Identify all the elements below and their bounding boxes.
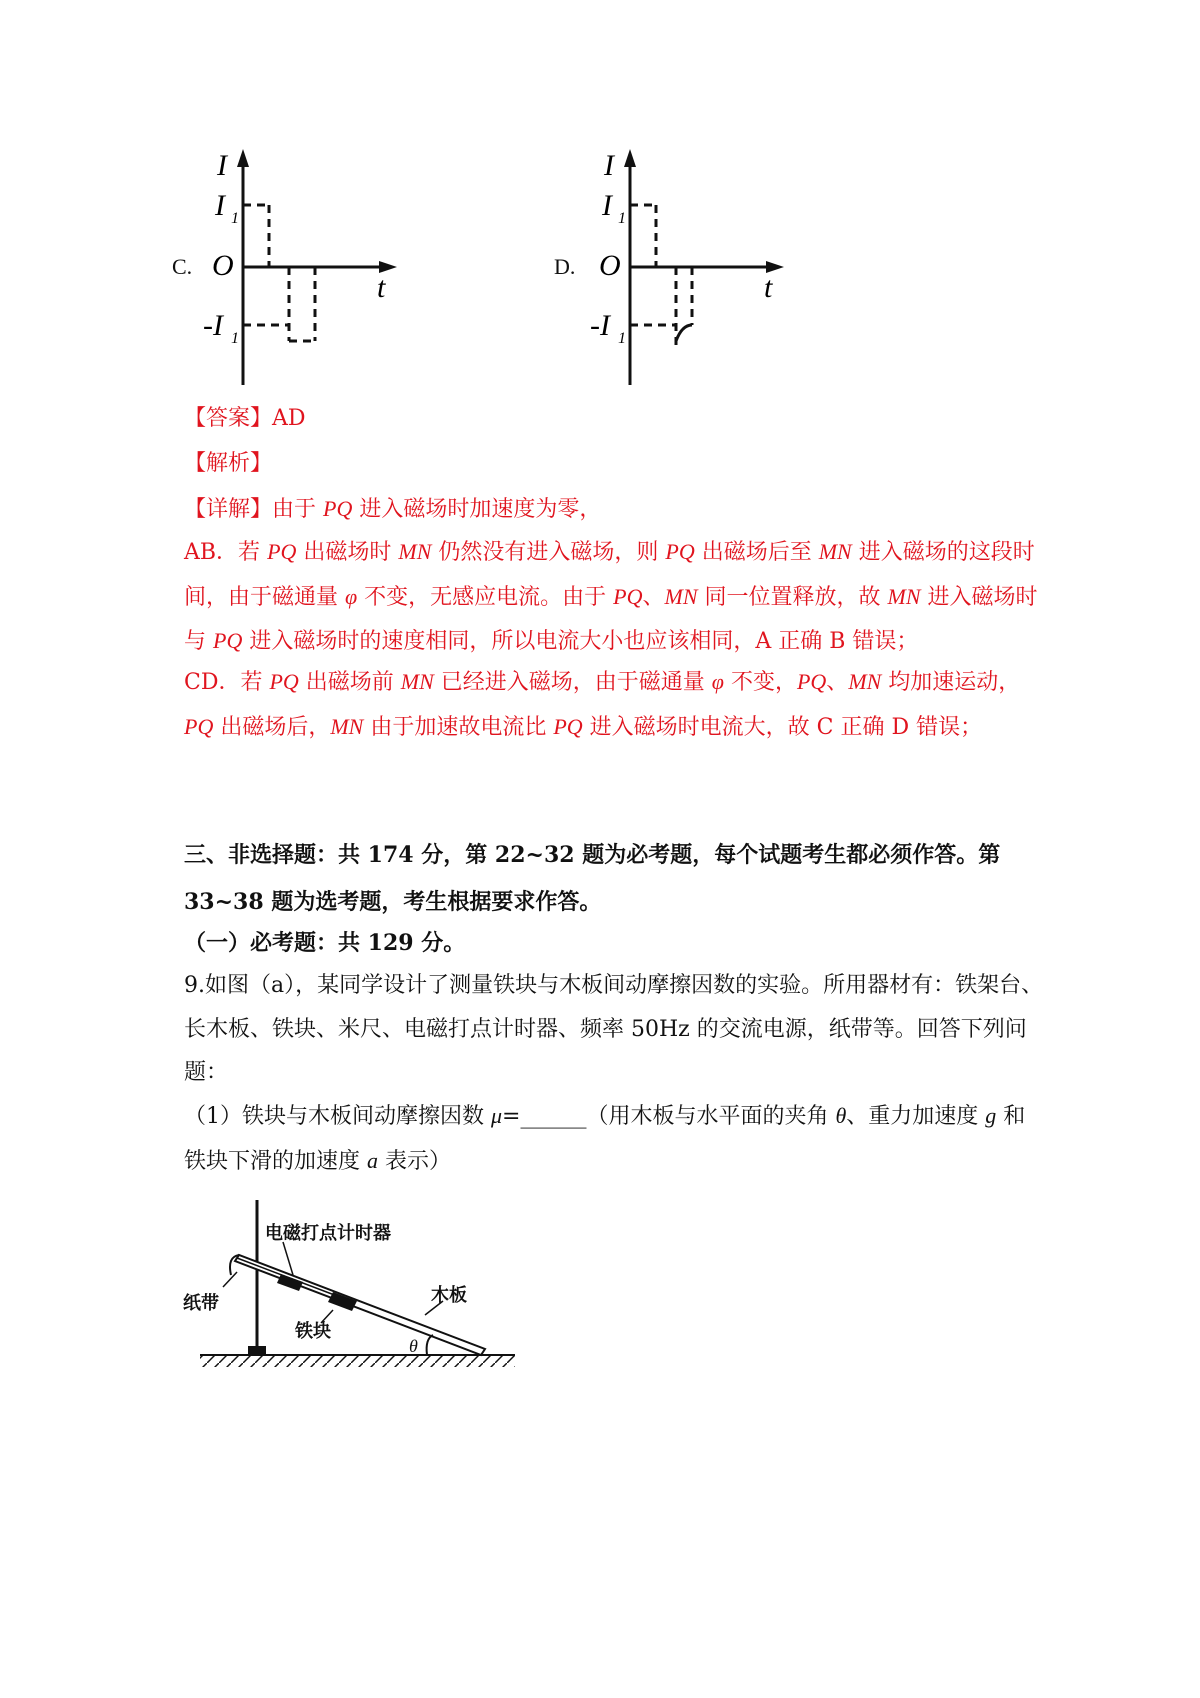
answer-line	[184, 404, 306, 434]
answer-value: AD	[272, 406, 306, 431]
graph-d-i1-label: I	[602, 189, 612, 222]
mn-symbol: MN	[400, 669, 434, 694]
graph-c-origin-label: O	[212, 249, 234, 282]
ab-text: 同一位置释放，故	[697, 584, 888, 610]
graph-c	[195, 145, 415, 390]
pq-symbol: PQ	[665, 539, 695, 564]
pq-symbol: PQ	[323, 496, 353, 521]
option-d-label: D.	[554, 254, 576, 279]
apparatus-figure	[183, 1195, 535, 1385]
graph-c-neg-i1-sub: 1	[231, 330, 239, 347]
detail-tag: 【详解】	[184, 497, 273, 522]
part1-text: （1）铁块与木板间动摩擦因数	[184, 1104, 491, 1129]
analysis-ab-paragraph	[184, 530, 1044, 664]
section-sub-heading: （一）必考题：共 129 分。	[184, 930, 466, 956]
mn-symbol: MN	[664, 583, 698, 609]
ab-text: 仍然没有进入磁场，则	[431, 540, 666, 565]
pq-symbol: PQ	[267, 539, 297, 564]
ab-text: 进入磁场时与	[184, 584, 1038, 654]
graph-c-i-arrow	[237, 149, 249, 167]
angle-arc	[427, 1335, 433, 1355]
graph-c-t-label: t	[377, 271, 386, 304]
ab-text: 出磁场后至	[694, 540, 819, 565]
analysis-tag: 【解析】	[184, 451, 273, 476]
phi-symbol: φ	[711, 669, 724, 694]
section-heading: 三、非选择题：共 174 分，第 22~32 题为必考题，每个试题考生都必须作答。第 33~38 题为选考题，考生根据要求作答。	[184, 842, 1001, 915]
graph-c-neg-i1-label: -I	[203, 309, 223, 342]
pq-symbol: PQ	[269, 669, 299, 694]
question-stem: 9.如图（a），某同学设计了测量铁块与木板间动摩擦因数的实验。所用器材有：铁架台、长木板、铁块、米尺、电磁打点计时器、频率 50Hz 的交流电源，纸带等。回答下列问题：	[184, 973, 1044, 1085]
part1-text: 和铁块下滑的加速度	[184, 1104, 1026, 1174]
mn-symbol: MN	[848, 669, 882, 694]
mu-symbol: μ	[491, 1103, 503, 1128]
block-label: 铁块	[295, 1321, 331, 1342]
ab-text: 进入磁场时的速度相同，所以电流大小也应该相同，A 正确 B 错误；	[242, 629, 919, 654]
part1-text: 表示）	[378, 1148, 451, 1174]
pq-symbol: PQ	[613, 583, 643, 609]
cd-text: 进入磁场时电流大，故 C 正确 D 错误；	[582, 714, 983, 740]
graph-d-i-label: I	[604, 149, 614, 182]
ab-text: 出磁场时	[296, 540, 399, 565]
pq-symbol: PQ	[184, 713, 214, 739]
theta-symbol: θ	[835, 1103, 847, 1128]
angle-label: θ	[409, 1336, 418, 1356]
answer-tag: 【答案】	[184, 406, 273, 431]
ab-text: 不变，无感应电流。由于	[357, 584, 614, 610]
graph-d-origin-label: O	[599, 249, 621, 282]
graph-d-t-label: t	[764, 271, 773, 304]
mn-symbol: MN	[398, 539, 432, 564]
mn-symbol: MN	[818, 539, 852, 564]
pq-symbol: PQ	[796, 669, 827, 694]
graph-c-i1-sub: 1	[231, 210, 239, 227]
mn-symbol: MN	[887, 583, 921, 609]
ab-text: 、	[642, 584, 665, 610]
cd-text: 已经进入磁场，由于磁通量	[433, 670, 712, 695]
question-part1	[184, 1094, 1044, 1183]
part1-text: 、重力加速度	[846, 1104, 986, 1129]
ab-text: 进入磁场的这段时间，由于磁通量	[184, 540, 1035, 610]
graph-c-i1-label: I	[215, 189, 225, 222]
g-symbol: g	[985, 1103, 997, 1128]
cd-text: CD．若	[184, 670, 270, 695]
analysis-cd-paragraph	[184, 660, 1044, 749]
phi-symbol: φ	[345, 583, 358, 609]
mn-symbol: MN	[330, 713, 364, 739]
cd-text: 出磁场前	[298, 670, 401, 695]
timer-leader	[283, 1242, 293, 1275]
graph-d-i1-sub: 1	[618, 210, 626, 227]
ab-text: AB．若	[184, 540, 268, 565]
a-symbol: a	[367, 1147, 378, 1173]
option-c-label: C.	[172, 254, 193, 279]
graph-d-neg-i1-sub: 1	[618, 330, 626, 347]
tape-label: 纸带	[183, 1293, 219, 1314]
cd-text: 由于加速故电流比	[363, 714, 554, 740]
graph-d	[582, 145, 802, 390]
pq-symbol: PQ	[553, 713, 583, 739]
pq-symbol: PQ	[213, 628, 243, 653]
board-label: 木板	[431, 1285, 467, 1306]
detail-text: 由于	[272, 497, 324, 522]
graph-d-neg-curve	[676, 325, 692, 341]
cd-text: 、	[826, 670, 849, 695]
detail-line	[184, 494, 601, 525]
timer-label: 电磁打点计时器	[265, 1223, 391, 1244]
graph-c-i-label: I	[217, 149, 227, 182]
part1-text: =______（用木板与水平面的夹角	[502, 1104, 836, 1129]
stand-base	[248, 1346, 266, 1356]
detail-text: 进入磁场时加速度为零，	[352, 497, 602, 522]
cd-text: 不变，	[723, 670, 797, 695]
cd-text: 出磁场后，	[213, 714, 331, 740]
graph-d-i-arrow	[624, 149, 636, 167]
graph-d-neg-i1-label: -I	[590, 309, 610, 342]
ground-hatch	[200, 1355, 515, 1367]
cd-text: 均加速运动，	[881, 670, 1021, 695]
